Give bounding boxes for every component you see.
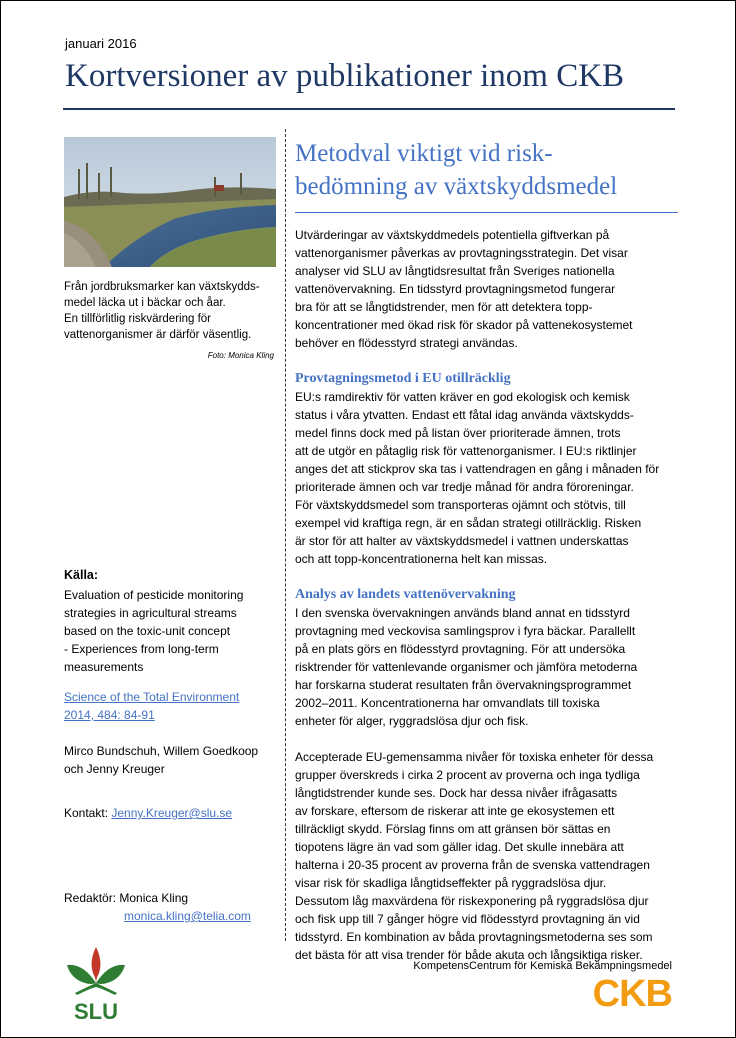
article-title-line: Metodval viktigt vid risk- bbox=[295, 140, 553, 167]
slu-logo bbox=[61, 943, 131, 1023]
page-title: Kortversioner av publikationer inom CKB bbox=[65, 58, 625, 94]
text-line: vattenövervakning. En tidsstyrd provtagningsmetod fungerar bbox=[295, 282, 616, 296]
text-line: tiopotens lägre än vad som gäller idag. Det skulle innebära att bbox=[295, 840, 624, 854]
journal-link[interactable] bbox=[64, 688, 279, 724]
authors bbox=[64, 742, 279, 778]
source-line: based on the toxic-unit concept bbox=[64, 624, 231, 638]
source-line: strategies in agricultural streams bbox=[64, 606, 237, 620]
text-line: Utvärderingar av växtskyddmedels potentiella giftverkan på bbox=[295, 228, 610, 242]
text-line: exempel vid kraftiga regn, är en sådan strategi otillräcklig. Risken bbox=[295, 516, 642, 530]
text-line: tidsstyrd. En kombination av båda provtagningsmetoderna ses som bbox=[295, 930, 653, 944]
section-paragraph bbox=[295, 604, 683, 730]
contact-label: Kontakt: bbox=[64, 806, 112, 820]
text-line: det bästa för att visa trender för både akuta och långsiktiga risker. bbox=[295, 948, 643, 962]
journal-line: 2014, 484: 84-91 bbox=[64, 708, 155, 722]
source-line: - Experiences from long-term bbox=[64, 642, 219, 656]
river-landscape-photo bbox=[64, 137, 276, 267]
contact-email-link[interactable]: Jenny.Kreuger@slu.se bbox=[111, 806, 233, 820]
editor-email-link[interactable]: monica.kling@telia.com bbox=[124, 909, 251, 923]
text-line: är stor för att halter av växtskyddsmedel i vattnen underskattas bbox=[295, 534, 629, 548]
contact bbox=[64, 806, 232, 820]
text-line: tillräckligt skydd. Förslag finns om att gränsen bör sättas en bbox=[295, 822, 611, 836]
text-line: För växtskyddsmedel som transporteras ojämnt och stötvis, till bbox=[295, 498, 626, 512]
source-heading: Källa: bbox=[64, 568, 99, 582]
article-title bbox=[295, 137, 685, 203]
journal-line: Science of the Total Environment bbox=[64, 690, 240, 704]
text-line: risktrender för vattenlevande organismer och jämföra metoderna bbox=[295, 660, 638, 674]
text-line: och fisk upp till 7 gånger högre vid flödesstyrd provtagning än vid bbox=[295, 912, 640, 926]
text-line: vattenorganismer påverkas av provtagningsstrategin. Det visar bbox=[295, 246, 628, 260]
caption-line: vattenorganismer är därför väsentlig. bbox=[64, 329, 252, 341]
section-heading: Analys av landets vattenövervakning bbox=[295, 587, 516, 602]
column-divider bbox=[285, 129, 286, 941]
source-line: measurements bbox=[64, 660, 144, 674]
text-line: 2002–2011. Koncentrationerna har omvandlats till toxiska bbox=[295, 696, 600, 710]
text-line: enheter för alger, ryggradslösa djur och fisk. bbox=[295, 714, 529, 728]
text-line: av forskare, eftersom de riskerar att inte ge ekosystemen ett bbox=[295, 804, 615, 818]
section-paragraph bbox=[295, 388, 683, 568]
article-title-divider bbox=[295, 212, 678, 213]
text-line: provtagning med veckovisa samlingsprov i fyra bäckar. Parallellt bbox=[295, 624, 636, 638]
text-line: grupper överskreds i cirka 2 procent av proverna och inga tydliga bbox=[295, 768, 640, 782]
text-line: analyser vid SLU av långtidsresultat från Sveriges nationella bbox=[295, 264, 615, 278]
text-line: prioriterade ämnen och var tredje månad för andra föroreningar. bbox=[295, 480, 634, 494]
slu-logo-text: SLU bbox=[74, 999, 118, 1023]
text-line: och att topp-koncentrationerna helt kan missas. bbox=[295, 552, 548, 566]
editor-label: Redaktör: Monica Kling bbox=[64, 891, 189, 905]
source-line: Evaluation of pesticide monitoring bbox=[64, 588, 244, 602]
photo-caption bbox=[64, 279, 279, 343]
caption-line: Från jordbruksmarker kan växtskydds- bbox=[64, 281, 260, 293]
article-body bbox=[295, 226, 683, 964]
caption-line: medel läcka ut i bäckar och åar. bbox=[64, 297, 226, 309]
photo-credit: Foto: Monica Kling bbox=[207, 351, 274, 360]
authors-line: Mirco Bundschuh, Willem Goedkoop bbox=[64, 744, 259, 758]
article-title-line: bedömning av växtskyddsmedel bbox=[295, 173, 618, 200]
text-line: medel finns dock med på listan över prioriterade ämnen, trots bbox=[295, 426, 621, 440]
section-heading: Provtagningsmetod i EU otillräcklig bbox=[295, 371, 511, 386]
authors-line: och Jenny Kreuger bbox=[64, 762, 165, 776]
text-line: EU:s ramdirektiv för vatten kräver en god ekologisk och kemisk bbox=[295, 390, 630, 404]
text-line: bra för att se långtidstrender, men för att detektera topp- bbox=[295, 300, 593, 314]
title-divider bbox=[63, 108, 675, 110]
text-line: på en plats görs en flödesstyrd provtagning. För att undersöka bbox=[295, 642, 626, 656]
text-line: anges det att stickprov ska tas i vattendragen en gång i månaden för bbox=[295, 462, 660, 476]
ckb-caption: KompetensCentrum för Kemiska Bekämpningsmedel bbox=[413, 960, 672, 972]
text-line: långtidstrender kunde ses. Dock har dessa nivåer ifrågasatts bbox=[295, 786, 618, 800]
text-line: Accepterade EU-gemensamma nivåer för toxiska enheter för dessa bbox=[295, 750, 654, 764]
text-line: visar risk för skadliga långtidseffekter på ryggradslösa djur. bbox=[295, 876, 607, 890]
text-line: halterna i 20-35 procent av proverna från de svenska vattendragen bbox=[295, 858, 650, 872]
text-line: behöver en flödesstyrd strategi användas. bbox=[295, 336, 518, 350]
publication-date: januari 2016 bbox=[65, 36, 137, 51]
section-paragraph bbox=[295, 748, 683, 964]
ckb-logo: CKB bbox=[592, 973, 672, 1015]
caption-line: En tillförlitlig riskvärdering för bbox=[64, 313, 211, 325]
intro-paragraph bbox=[295, 226, 683, 352]
source-title bbox=[64, 586, 276, 676]
text-line: koncentrationer med ökad risk för skador på vattenekosystemet bbox=[295, 318, 633, 332]
text-line: status i våra ytvatten. Endast ett fåtal idag använda växtskydds- bbox=[295, 408, 634, 422]
text-line: I den svenska övervakningen används bland annat en tidsstyrd bbox=[295, 606, 630, 620]
text-line: har forskarna studerat resultaten från övervakningsprogrammet bbox=[295, 678, 632, 692]
text-line: att de utgör en påtaglig risk för vattenorganismer. I EU:s riktlinjer bbox=[295, 444, 637, 458]
text-line: Dessutom låg maxvärdena för riskexponering på ryggradslösa djur bbox=[295, 894, 649, 908]
